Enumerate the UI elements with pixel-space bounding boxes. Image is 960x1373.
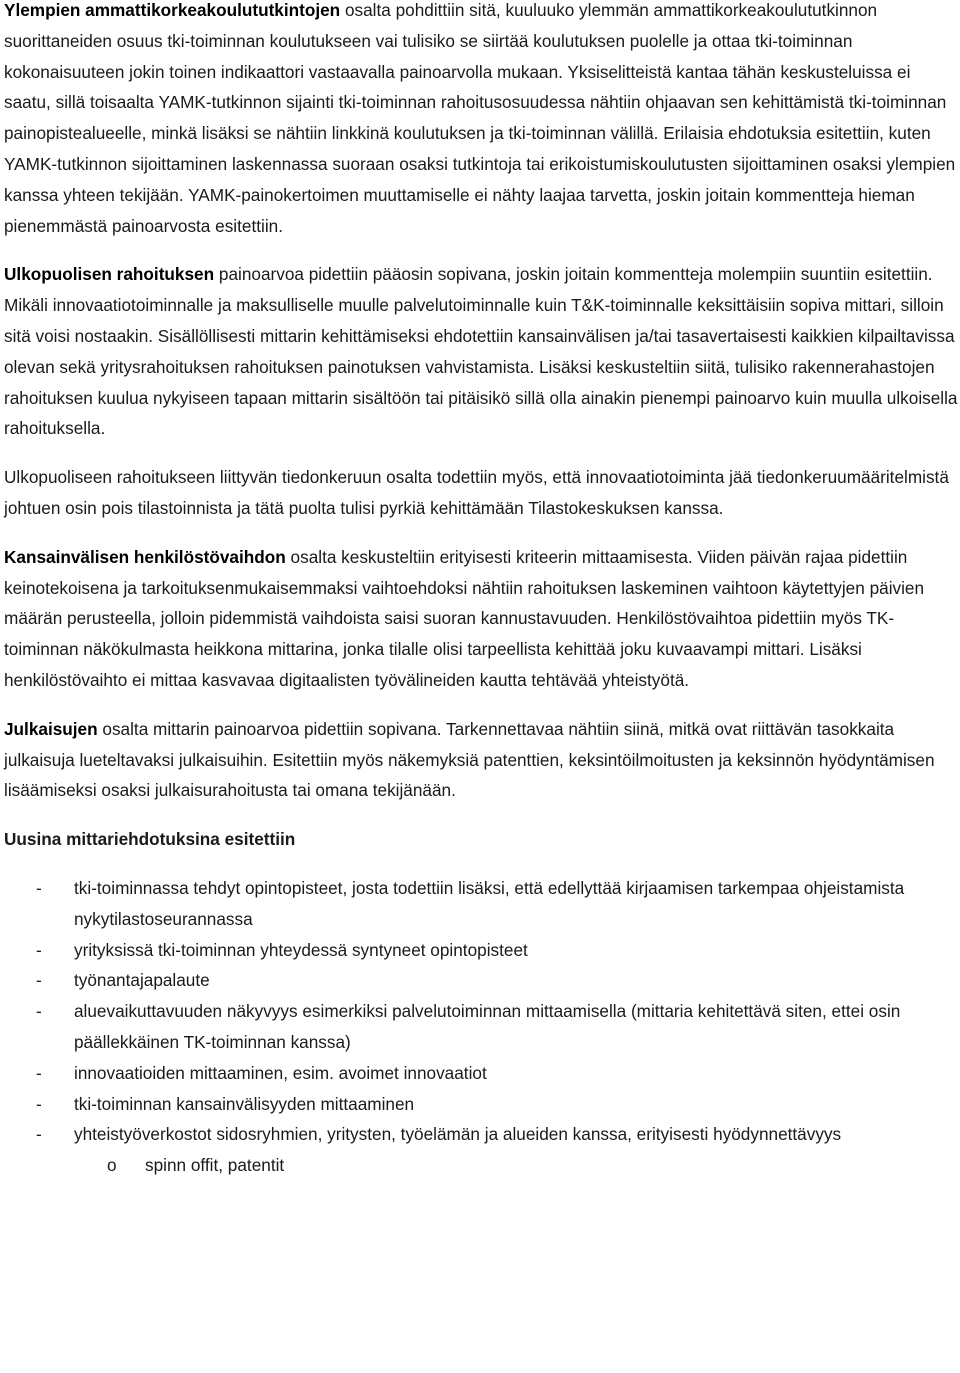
paragraph-julkaisut-text: osalta mittarin painoarvoa pidettiin sopivana. Tarkennettavaa nähtiin siinä, mitkä ovat riittävän tasokkaita julkaisuja lueteltavaksi julkaisuihin. Esitettiin myös näkemyksiä patenttien, keksintöilmoitusten ja keksinnön hyödyntämisen lisäämiseksi osaksi julkaisurahoitusta tai omana tekijänään. <box>4 718 935 801</box>
paragraph-yamk-text: osalta pohdittiin sitä, kuuluuko ylemmän ammattikorkeakoulututkinnon suorittaneiden osuus tki-toiminnan koulutukseen vai tulisiko se siirtää koulutuksen puolelle ja ottaa tki-toiminnan kokonaisuuteen jokin toinen indikaattori vastaavalla painoarvolla mukaan. Yksiselitteistä kantaa tähän keskusteluissa ei saatu, sillä toisaalta YAMK-tutkinnon sijainti tki-toiminnan rahoitusosuudessa nähtiin ohjaavan sen kehittämistä tki-toiminnan painopistealueelle, minkä lisäksi se nähtiin linkkinä koulutuksen ja tki-toiminnan välillä. Erilaisia ehdotuksia esitettiin, kuten YAMK-tutkinnon sijoittaminen laskennassa suoraan osaksi tutkintoja tai erikoistumiskoulutusten sijoittaminen osaksi ylempien kanssa yhteen tekijään. YAMK-painokertoimen muuttamiselle ei nähty laajaa tarvetta, joskin joitain kommentteja hieman pienemmästä painoarvosta esitettiin. <box>4 0 956 236</box>
list-item-text: innovaatioiden mittaaminen, esim. avoimet innovaatiot <box>74 1062 487 1083</box>
dash-bullet: - <box>36 1093 42 1114</box>
list-item-text: yhteistyöverkostot sidosryhmien, yritysten, työelämän ja alueiden kanssa, erityisesti hyödynnettävyys <box>74 1124 842 1145</box>
paragraph-julkaisut <box>4 714 960 806</box>
list-item-text: tki-toiminnassa tehdyt opintopisteet, josta todettiin lisäksi, että edellyttää kirjaamisen tarkempaa ohjeistamista nykytilastoseurannassa <box>74 877 905 929</box>
dash-bullet: - <box>36 1124 42 1145</box>
paragraph-yamk <box>4 0 960 241</box>
paragraph-henkilostovaihto <box>4 542 960 696</box>
list-item-text: yrityksissä tki-toiminnan yhteydessä syntyneet opintopisteet <box>74 939 528 960</box>
paragraph-yamk-bold: Ylempien ammattikorkeakoulututkintojen <box>4 0 341 20</box>
paragraph-henkilostovaihto-text: osalta keskusteltiin erityisesti kriteerin mittaamisesta. Viiden päivän rajaa pidettiin keinotekoisena ja tarkoituksenmukaisemmaksi vaihtoehdoksi nähtiin rahoituksen laskeminen vaihtoon käytettyjen päivien määrän perusteella, jolloin pidemmistä vaihdoista saisi suoran kannustavuuden. Henkilöstövaihtoa pidettiin myös TK-toiminnan näkökulmasta heikkona mittarina, jonka tilalle olisi tarpeellista kehittää joku kuvaavampi mittari. Lisäksi henkilöstövaihto ei mittaa kasvavaa digitaalisten työvälineiden kautta tehtävää yhteistyötä. <box>4 546 925 690</box>
paragraph-ulkopuolinen-rahoitus <box>4 259 960 444</box>
list-item-text: tki-toiminnan kansainvälisyyden mittaaminen <box>74 1093 415 1114</box>
dash-bullet: - <box>36 877 42 898</box>
paragraph-henkilostovaihto-bold: Kansainvälisen henkilöstövaihdon <box>4 546 286 567</box>
list-item <box>4 935 960 966</box>
paragraph-tiedonkeruu <box>4 462 960 524</box>
paragraph-ulkopuolinen-rahoitus-text: painoarvoa pidettiin pääosin sopivana, joskin joitain kommentteja molempiin suuntiin esitettiin. Mikäli innovaatiotoiminnalle ja maksulliselle muulle palvelutoiminnalle kuin T&K-toiminnalle keksittäisiin sopiva mittari, silloin sitä voisi nostaakin. Sisällöllisesti mittarin kehittämiseksi ehdotettiin kansainvälisen ja/tai tasavertaisesti kaikkien kilpailtavissa olevan sekä yritysrahoituksen rahoituksen painotuksen vahvistamista. Lisäksi keskusteltiin siitä, tulisiko rakennerahastojen rahoituksen kuulua nykyiseen tapaan mittarin sisältöön tai pitäisikö sillä olla ainakin pienempi painoarvo kuin muulla ulkoisella rahoituksella. <box>4 264 958 439</box>
dash-bullet: - <box>36 970 42 991</box>
list-item <box>4 873 960 935</box>
dash-bullet: - <box>36 939 42 960</box>
paragraph-ulkopuolinen-rahoitus-bold: Ulkopuolisen rahoituksen <box>4 264 215 285</box>
document-page <box>4 0 960 1181</box>
sub-list-item <box>4 1150 960 1181</box>
proposal-list <box>4 873 960 1181</box>
circle-bullet: o <box>107 1155 117 1176</box>
list-item-text: aluevaikuttavuuden näkyvyys esimerkiksi palvelutoiminnan mittaamisella (mittaria kehitettävä siten, ettei osin päällekkäinen TK-toiminnan kanssa) <box>74 1001 901 1052</box>
sub-list-item-text: spinn offit, patentit <box>145 1155 285 1176</box>
sub-list <box>74 1150 960 1181</box>
paragraph-julkaisut-bold: Julkaisujen <box>4 718 98 739</box>
list-item <box>4 1058 960 1089</box>
dash-bullet: - <box>36 1001 42 1022</box>
list-item <box>4 1089 960 1120</box>
dash-bullet: - <box>36 1062 42 1083</box>
section-heading: Uusina mittariehdotuksina esitettiin <box>4 829 296 850</box>
list-item <box>4 996 960 1058</box>
list-item-text: työnantajapalaute <box>74 970 210 991</box>
list-item <box>4 1119 960 1181</box>
list-item <box>4 965 960 996</box>
paragraph-tiedonkeruu-text: Ulkopuoliseen rahoitukseen liittyvän tiedonkeruun osalta todettiin myös, että innovaatiotoiminta jää tiedonkeruumääritelmistä johtuen osin pois tilastoinnista ja tätä puolta tulisi pyrkiä kehittämään Tilastokeskuksen kanssa. <box>4 467 949 518</box>
